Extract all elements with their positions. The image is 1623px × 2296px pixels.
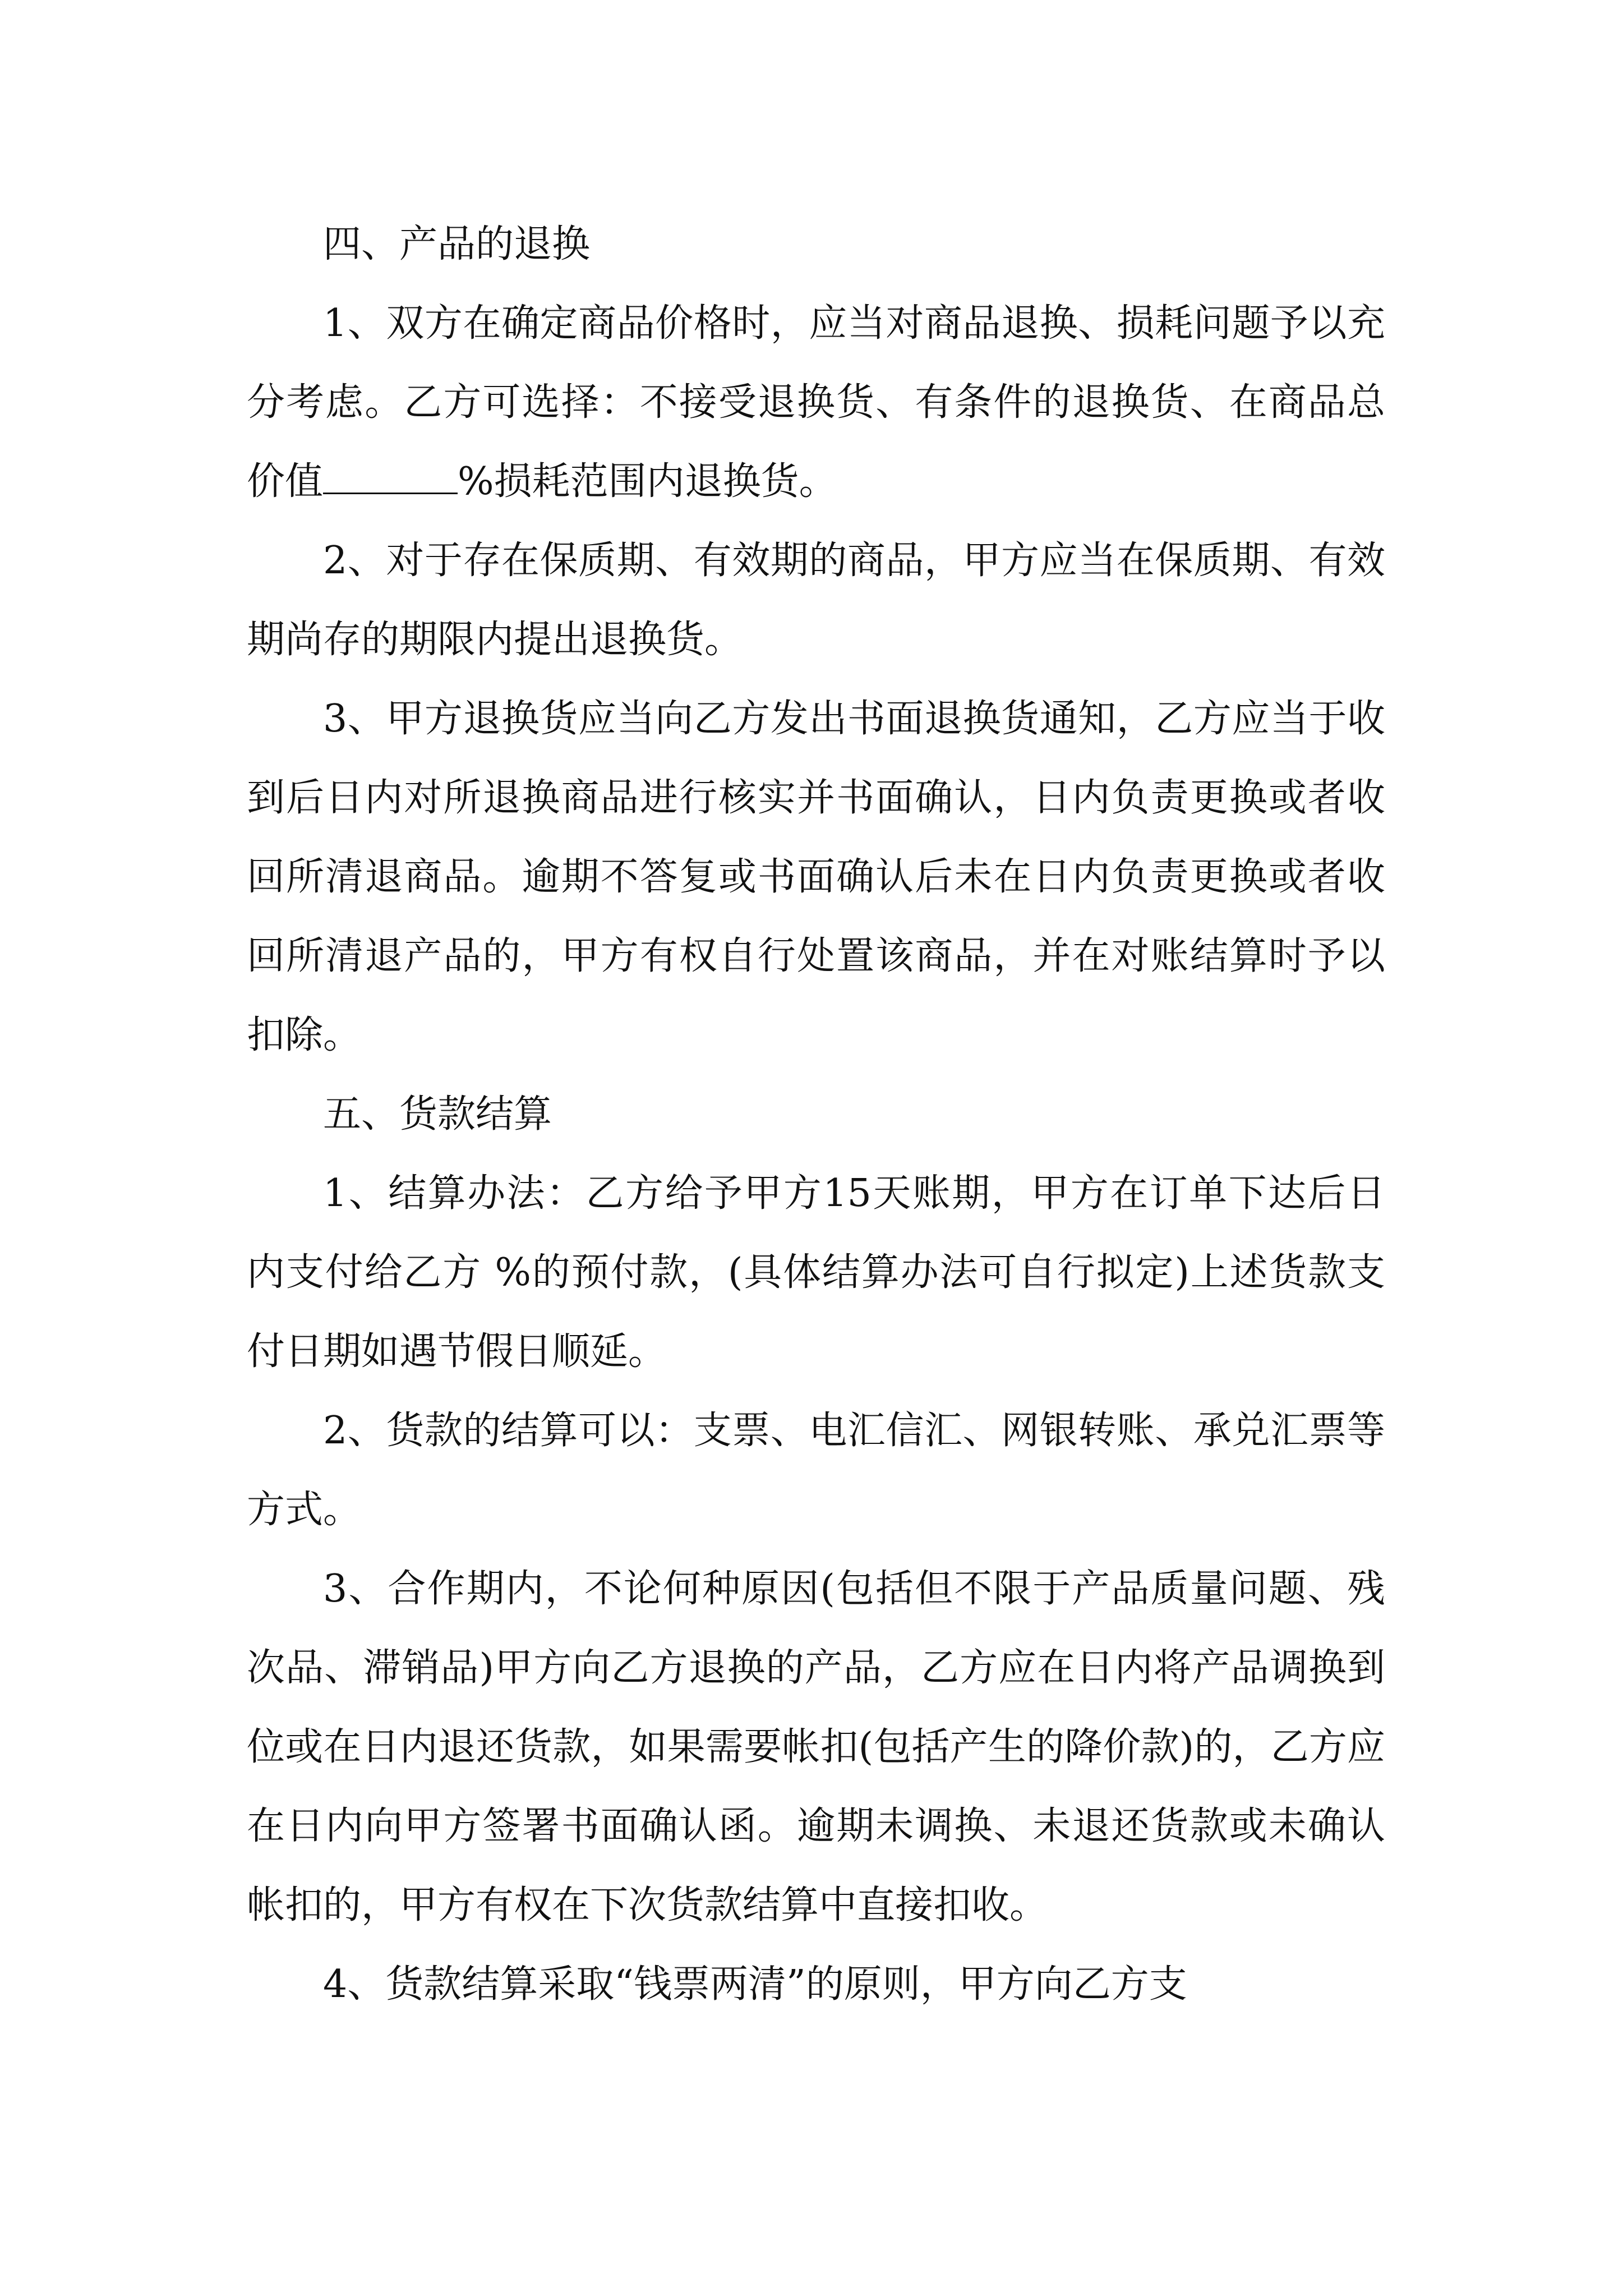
section-heading-product-return: 四、产品的退换 xyxy=(323,222,591,266)
paragraph-return-consideration xyxy=(247,284,1385,521)
document-body xyxy=(247,205,1385,2024)
fill-in-blank xyxy=(323,460,458,494)
paragraph-settlement-principle: 4、货款结算采取“钱票两清”的原则，甲方向乙方支 xyxy=(323,1962,1187,2007)
paragraph-return-consideration-text: 1、双方在确定商品价格时，应当对商品退换、损耗问题予以充分考虑。乙方可选择：不接受退换货、有条件的退换货、在商品总价值 xyxy=(247,301,1385,504)
paragraph-return-refund: 3、合作期内，不论何种原因(包括但不限于产品质量问题、残次品、滞销品)甲方向乙方退换的产品，乙方应在日内将产品调换到位或在日内退还货款，如果需要帐扣(包括产生的降价款)的，乙方应在日内向甲方签署书面确认函。逾期未调换、未退还货款或未确认帐扣的，甲方有权在下次货款结算中直接扣收。 xyxy=(247,1567,1385,1927)
paragraph-shelf-life: 2、对于存在保质期、有效期的商品，甲方应当在保质期、有效期尚存的期限内提出退换货。 xyxy=(247,539,1385,662)
paragraph-settlement-method: 1、结算办法：乙方给予甲方15天账期，甲方在订单下达后日内支付给乙方 %的预付款，(具体结算办法可自行拟定)上述货款支付日期如遇节假日顺延。 xyxy=(247,1171,1385,1374)
paragraph-return-consideration-tail: %损耗范围内退换货。 xyxy=(458,459,837,504)
paragraph-return-notice: 3、甲方退换货应当向乙方发出书面退换货通知，乙方应当于收到后日内对所退换商品进行核实并书面确认，日内负责更换或者收回所清退商品。逾期不答复或书面确认后未在日内负责更换或者收回所清退产品的，甲方有权自行处置该商品，并在对账结算时予以扣除。 xyxy=(247,697,1385,1057)
section-heading-payment-settlement: 五、货款结算 xyxy=(323,1092,552,1137)
paragraph-payment-types: 2、货款的结算可以：支票、电汇信汇、网银转账、承兑汇票等方式。 xyxy=(247,1409,1385,1532)
